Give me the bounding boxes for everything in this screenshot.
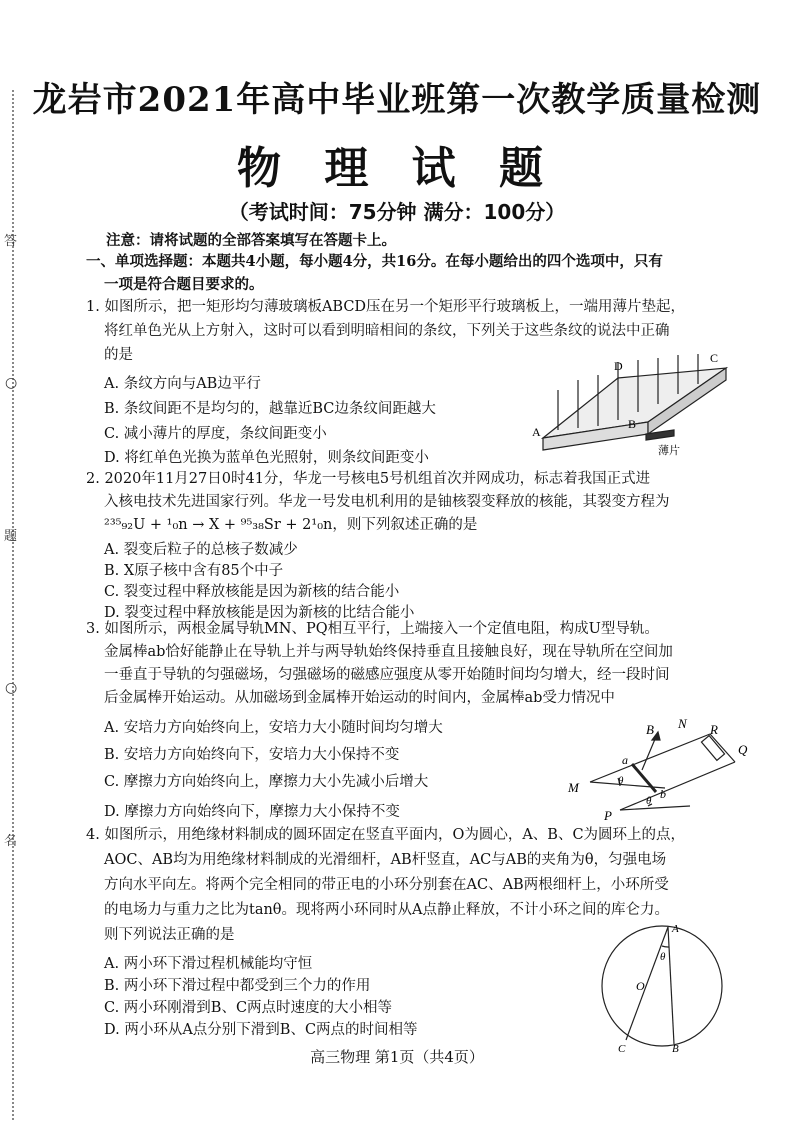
figure-label: P (604, 808, 612, 822)
figure-label: θ (646, 795, 652, 807)
exam-title: 龙岩市2021年高中毕业班第一次教学质量检测 (32, 80, 762, 120)
rail-figure (560, 712, 750, 822)
figure-label: N (678, 716, 687, 731)
subject-title: 物 理 试 题 (237, 143, 557, 194)
figure-label: A (532, 425, 541, 439)
binding-label: 题 (4, 529, 18, 544)
binding-hole-mark: ○ (5, 375, 18, 391)
question-2-stem: 2. 2020年11月27日0时41分，华龙一号核电5号机组首次并网成功，标志着我国正式进 (86, 471, 651, 487)
question-3-stem: 一垂直于导轨的匀强磁场，匀强磁场的磁感应强度从零开始随时间均匀增大，经一段时间 (104, 667, 670, 683)
question-1-option-d: D. 将红单色光换为蓝单色光照射，则条纹间距变小 (104, 450, 429, 466)
figure-label: C (710, 351, 719, 365)
binding-label: 答 (4, 234, 18, 249)
figure-label: C (618, 1043, 626, 1055)
question-2-equation: ²³⁵₉₂U + ¹₀n → X + ⁹⁵₃₈Sr + 2¹₀n，则下列叙述正确的是 (104, 517, 478, 533)
question-3-option-c: C. 摩擦力方向始终向上，摩擦力大小先减小后增大 (104, 774, 429, 790)
question-1-stem: 的是 (104, 347, 133, 363)
question-2-option-b: B. X原子核中含有85个中子 (104, 563, 284, 579)
figure-label: θ (660, 951, 666, 963)
question-3-stem: 3. 如图所示，两根金属导轨MN、PQ相互平行，上端接入一个定值电阻，构成U型导轨。 (86, 621, 659, 637)
figure-label: θ (618, 775, 624, 787)
figure-label: M (568, 780, 579, 795)
question-3-option-b: B. 安培力方向始终向下，安培力大小保持不变 (104, 747, 400, 763)
exam-info: （考试时间：75分钟 满分：100分） (228, 200, 566, 224)
figure-label: 薄片 (658, 445, 680, 457)
question-4-stem: 则下列说法正确的是 (104, 927, 235, 943)
notice: 注意：请将试题的全部答案填写在答题卡上。 (106, 232, 396, 249)
question-4-stem: 方向水平向左。将两个完全相同的带正电的小环分别套在AC、AB两根细杆上，小环所受 (104, 877, 669, 893)
figure-label: B (646, 722, 654, 737)
question-3-stem: 金属棒ab恰好能静止在导轨上并与两导轨始终保持垂直且接触良好，现在导轨所在空间加 (104, 644, 673, 660)
question-4-stem: 4. 如图所示，用绝缘材料制成的圆环固定在竖直平面内，O为圆心，A、B、C为圆环上的点， (86, 827, 686, 843)
figure-label: Q (738, 742, 748, 757)
section-heading: 一、单项选择题：本题共4小题，每小题4分，共16分。在每小题给出的四个选项中，只有 (86, 253, 663, 270)
question-2-option-c: C. 裂变过程中释放核能是因为新核的结合能小 (104, 584, 400, 600)
figure-label: a (622, 753, 628, 767)
question-3-option-d: D. 摩擦力方向始终向下，摩擦力大小保持不变 (104, 804, 400, 820)
binding-label: 名 (4, 834, 18, 849)
figure-label: D (614, 359, 623, 373)
section-heading-cont: 一项是符合题目要求的。 (104, 276, 264, 293)
figure-label: b (660, 787, 666, 801)
question-1-stem: 1. 如图所示，把一矩形均匀薄玻璃板ABCD压在另一个矩形平行玻璃板上，一端用薄片垫起， (86, 299, 686, 315)
question-2-stem: 入核电技术先进国家行列。华龙一号发电机利用的是铀核裂变释放的核能，其裂变方程为 (104, 494, 670, 510)
figure-label: R (710, 722, 718, 737)
page-footer: 高三物理 第1页（共4页） (310, 1048, 484, 1066)
question-1-option-c: C. 减小薄片的厚度，条纹间距变小 (104, 426, 327, 442)
figure-label: A (672, 923, 679, 935)
question-4-option-d: D. 两小环从A点分别下滑到B、C两点的时间相等 (104, 1022, 418, 1038)
question-4-stem: 的电场力与重力之比为tanθ。现将两小环同时从A点静止释放，不计小环之间的库仑力。 (104, 902, 670, 918)
question-4-option-b: B. 两小环下滑过程中都受到三个力的作用 (104, 978, 371, 994)
question-1-stem: 将红单色光从上方射入，这时可以看到明暗相间的条纹，下列关于这些条纹的说法中正确 (104, 323, 670, 339)
question-2-option-d: D. 裂变过程中释放核能是因为新核的比结合能小 (104, 605, 415, 621)
question-4-option-c: C. 两小环刚滑到B、C两点时速度的大小相等 (104, 1000, 393, 1016)
question-4-option-a: A. 两小环下滑过程机械能均守恒 (104, 956, 313, 972)
question-3-stem: 后金属棒开始运动。从加磁场到金属棒开始运动的时间内，金属棒ab受力情况中 (104, 690, 615, 706)
question-1-option-b: B. 条纹间距不是均匀的，越靠近BC边条纹间距越大 (104, 401, 436, 417)
question-3-option-a: A. 安培力方向始终向上，安培力大小随时间均匀增大 (104, 720, 443, 736)
figure-label: B (628, 417, 637, 431)
figure-label: B (672, 1043, 679, 1055)
question-1-option-a: A. 条纹方向与AB边平行 (104, 376, 261, 392)
glass-plate-figure (528, 350, 738, 460)
question-4-stem: AOC、AB均为用绝缘材料制成的光滑细杆，AB杆竖直，AC与AB的夹角为θ，匀强电场 (104, 852, 667, 868)
binding-hole-mark: ○ (5, 680, 18, 696)
circle-ring-figure (596, 922, 736, 1058)
question-2-option-a: A. 裂变后粒子的总核子数减少 (104, 542, 298, 558)
figure-label: O (636, 979, 645, 993)
